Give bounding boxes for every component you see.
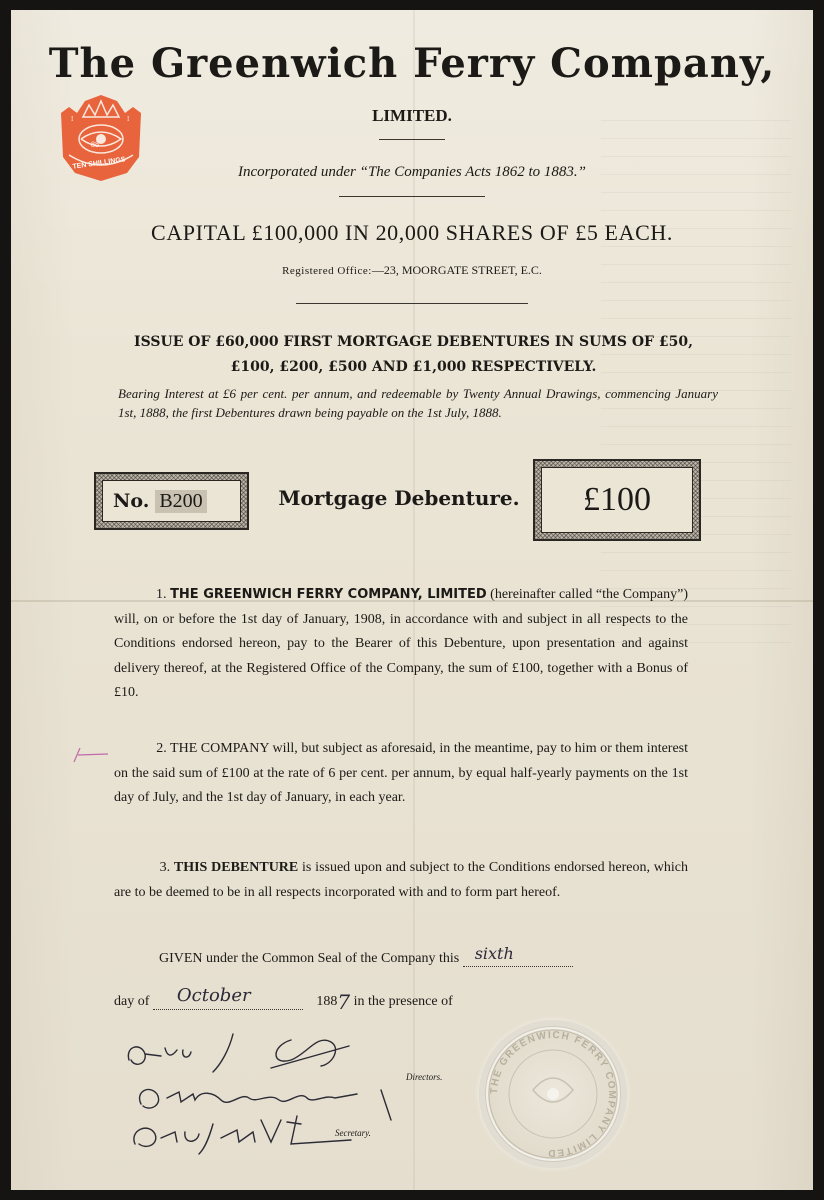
given-line [159, 944, 573, 967]
seal-ring-text: THE GREENWICH FERRY COMPANY LIMITED [488, 1029, 618, 1159]
incorporation-note: Incorporated under “The Companies Acts 1862 to 1883.” [237, 164, 587, 180]
document-type-heading: Mortgage Debenture. [278, 486, 520, 510]
office-label: Registered Office: [282, 265, 372, 277]
stamp-number: 88 [91, 140, 99, 149]
amount-box [533, 459, 701, 541]
secretary-label: Secretary. [335, 1128, 371, 1138]
month-field [153, 985, 303, 1010]
month-handwritten: October [176, 985, 251, 1006]
capital-heading: CAPITAL £100,000 IN 20,000 SHARES OF £5 EACH. [151, 220, 673, 245]
limited-label: LIMITED. [372, 106, 452, 125]
date-line [114, 985, 453, 1014]
certificate-number-box [94, 472, 249, 530]
year-prefix: 188 [316, 994, 338, 1009]
directors-label: Directors. [406, 1072, 443, 1082]
company-seal [479, 1020, 627, 1168]
given-text: GIVEN under the Common Seal of the Company this [159, 951, 460, 966]
presence-label: in the presence of [353, 994, 453, 1009]
margin-mark-icon [68, 740, 118, 770]
divider [379, 139, 445, 140]
svg-text:I: I [127, 115, 130, 123]
issue-heading [91, 330, 736, 380]
principal-amount: £100 [583, 481, 651, 518]
certificate-number: B200 [155, 490, 206, 513]
day-handwritten: sixth [474, 944, 514, 963]
day-field [463, 944, 573, 967]
issue-line-2: £100, £200, £500 AND £1,000 RESPECTIVELY. [230, 359, 597, 375]
number-label: No. [113, 490, 150, 512]
svg-text:I: I [71, 115, 74, 123]
clause-1-text: (hereinafter called “the Company”) will, on or before the 1st day of January, 1908, in accordance with and subject in all respects to the Conditions endorsed hereon, pay to the Bearer of this Debenture, upon presentation and against delivery thereof, at the Registered Office of the Company, the sum of £100, together with a Bonus of £10. [114, 587, 689, 700]
seal-emboss-icon [479, 1020, 627, 1168]
bearing-interest-note: Bearing Interest at £6 per cent. per annum, and redeemable by Twenty Annual Drawings, commencing January 1st, 1888, the first Debentures drawn being payable on the 1st July, 1888. [118, 386, 718, 420]
day-of-label: day of [114, 994, 150, 1009]
company-title: The Greenwich Ferry Company, [48, 40, 776, 87]
issue-line-1: ISSUE OF £60,000 FIRST MORTGAGE DEBENTURES IN SUMS OF £50, [134, 334, 693, 350]
signatures-icon [121, 1020, 481, 1170]
clause-2-number: 2. [156, 741, 167, 756]
divider [339, 196, 485, 197]
office-address: —23, MOORGATE STREET, E.C. [371, 263, 542, 277]
clause-2 [114, 737, 688, 811]
clause-1-company: THE GREENWICH FERRY COMPANY, LIMITED [170, 587, 487, 602]
divider [296, 303, 528, 304]
clause-3 [114, 856, 688, 905]
clause-1 [114, 583, 688, 706]
clause-3-text: is issued upon and subject to the Conditions endorsed hereon, which are to be deemed to be in all respects incorporated with and to form part hereof. [114, 860, 689, 900]
stamp-value: TEN SHILLINGS [72, 156, 126, 171]
clause-1-number: 1. [156, 587, 167, 602]
clause-3-number: 3. [159, 860, 171, 875]
clause-2-head: THE COMPANY [170, 741, 269, 756]
clause-2-text: will, but subject as aforesaid, in the meantime, pay to him or them interest on the said sum of £100 at the rate of 6 per cent. per annum, by equal half-yearly payments on the 1st day of July, and the 1st day of January, in each year. [114, 741, 689, 805]
registered-office [11, 263, 813, 278]
debenture-document [11, 10, 813, 1190]
year-handwritten: 7 [337, 990, 351, 1014]
clause-3-head: THIS DEBENTURE [173, 860, 299, 875]
